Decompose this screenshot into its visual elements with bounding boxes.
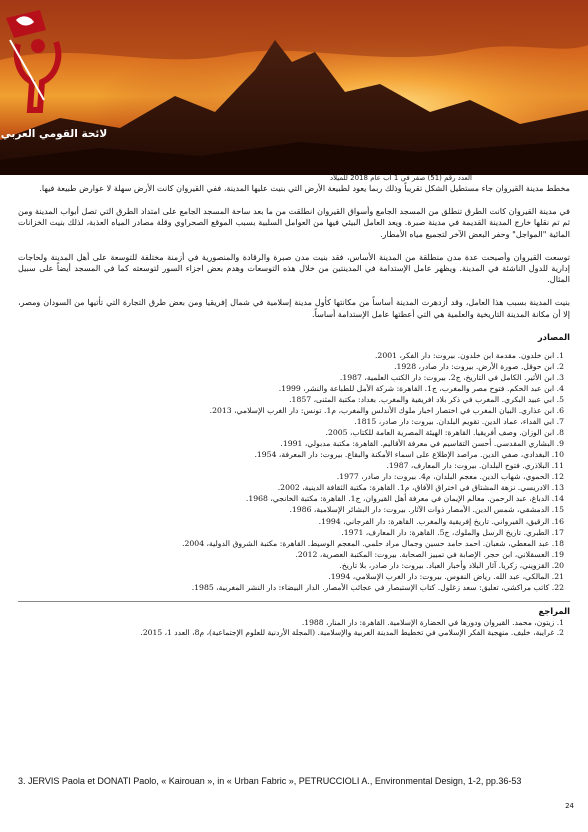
- article-body: [18, 183, 570, 639]
- source-item: 6. ابن عذاري. البيان المغرب في اختصار اخبار ملوك الأندلس والمغرب، م1. تونس: دار الغرب الإسلامي، 2013.: [209, 406, 564, 416]
- source-item: 9. البشاري المقدسي. أحسن التقاسيم في معرفة الأقاليم. القاهرة: مكتبة مدبولي، 1991.: [280, 439, 564, 449]
- source-item: 17. الطبري. تاريخ الرسل والملوك، ج5. القاهرة: دار المعارف، 1971.: [341, 527, 564, 537]
- mountain-landscape-image: [0, 0, 588, 175]
- paragraph-4: بنيت المدينة بسبب هذا العامل، وقد أزدهرت المدينة أساساً من مكانتها كأول مدينة إسلامية في شمال إفريقيا ومن بعض طرق التجارة التي تأتيها من السودان ومصر، إلا أن مكانة المدينة التاريخية والعلمية هي التي أعطتها عامل الإستدامة أساساً.: [18, 297, 570, 319]
- latin-reference: 3. JERVIS Paola et DONATI Paolo, « Kairouan », in « Urban Fabric », PETRUCCIOLI A., Environmental Design, 1-2, pp.36-53: [18, 776, 522, 786]
- source-item: 20. القزويني، زكريا. آثار البلاد وأخبار العباد. بيروت: دار صادر، بلا تاريخ.: [339, 560, 564, 570]
- source-item: 1. ابن خلدون. مقدمة ابن خلدون. بيروت: دار الفكر، 2001.: [374, 350, 564, 360]
- source-item: 5. ابي عبيد البكري. المغرب في ذكر بلاد افريقية والمغرب. بغداد: مكتبة المثنى، 1857.: [289, 395, 564, 405]
- paragraph-3: توسعت القيروان وأصبحت عدة مدن منطلقة من المدينة الأساس، فقد بنيت مدن صبرة والرقادة والمنصورية في أزمنة مختلفة للتوسعة على أهل المدينة ولحاجات إدارية للدول الناشئة في المدينة. ويظهر عامل الإستدامة في المدينتين من خلال هذه التوسعات وهدم بعض اجزاء السور لتوسعته كما في المسجد أيضاً على سبيل المثال.: [18, 251, 570, 285]
- source-item: 4. ابن عبد الحكم. فتوح مصر والمغرب، ج1. القاهرة: شركة الأمل للطباعة والنشر، 1999.: [278, 383, 564, 393]
- source-item: 16. الرقيق، القيرواني. تاريخ إفريقية والمغرب. القاهرة: دار الفرجاني، 1994.: [318, 516, 564, 526]
- source-item: 8. ابن الوزان. وصف أفريقيا. القاهرة: الهيئة المصرية العامة للكتاب، 2005.: [325, 428, 564, 438]
- logo-emblem-icon: [0, 0, 82, 120]
- issue-line: العدد رقم (51) صفر في 1 أب عام 2018 للميلاد: [330, 174, 472, 182]
- reference-item: 2. غرايبة، خليف. منهجية الفكر الإسلامي في تخطيط المدينة العربية والإسلامية. (المجلة الأردنية للعلوم الإجتماعية)، م8، العدد 1، 2015.: [140, 628, 564, 638]
- sources-heading: المصادر: [537, 331, 570, 342]
- logo-text: لائحة القومي العربي: [0, 128, 108, 140]
- page-number: 24: [565, 802, 574, 810]
- source-item: 21. المالكي، عبد الله. رياض النفوس. بيروت: دار الغرب الإسلامي، 1994.: [328, 571, 564, 581]
- header-banner: [0, 0, 588, 175]
- divider: [18, 601, 570, 602]
- source-item: 18. عبد المعطي، شعبان. احمد حامد حسين وجمال مراد حلمي. المعجم الوسيط. القاهرة: مكتبة الشروق الدولية، 2004.: [182, 538, 564, 548]
- source-item: 7. ابي الفداء، عماد الدين. تقويم البلدان. بيروت: دار صادر، 1815.: [354, 417, 564, 427]
- references-heading: المراجع: [538, 605, 570, 616]
- sources-list: [18, 350, 570, 593]
- references-list: [18, 618, 570, 639]
- paragraph-1: مخطط مدينة القيروان جاء مستطيل الشكل تقريباً وذلك ربما يعود لطبيعة الأرض التي بنيت عليها المدينة، ففي القيروان كانت الأرض سهلة لا عوارض طبيعة فيها.: [39, 183, 570, 193]
- source-item: 22. كاتب مراكشي، تعليق: سعد زغلول. كتاب الإستبصار في عجائب الأمصار. الدار البيضاء: دار النشر المغربية، 1985.: [191, 582, 564, 592]
- source-item: 10. البغدادي، صفي الدين. مراصد الإطلاع على اسماء الأمكنة والبقاع. بيروت: دار المعرفة، 1954.: [254, 450, 564, 460]
- paragraph-2: في مدينة القيروان كانت الطرق تنطلق من المسجد الجامع وأسواق القيروان انطلقت من ما بعد ساحة المسجد الجامع على امتداد الطرق التي تصل أبواب المدينة ومن ثم تم نقلها خارج المدينة القديمة في مدينة صبرة. ويعد العامل البيئي فيها من العوامل السلبية بسبب الموقع الصحراوي وقلة مصادر المياه العذبة، لذلك بنيت الخزانات المائية "المواجل" وحفر البعض الآخر لتجميع مياه الأمطار.: [18, 206, 570, 239]
- source-item: 14. الدباغ، عبد الرحمن. معالم الإيمان في معرفة أهل القيروان، ج1. القاهرة: مكتبة الخانجي، 1968.: [245, 494, 564, 504]
- source-item: 3. ابن الأثير. الكامل في التاريخ، ج2. بيروت: دار الكتب العلمية، 1987.: [339, 372, 564, 382]
- source-item: 19. العسقلاني، ابن حجر. الإصابة في تمييز الصحابة. بيروت: المكتبة العصرية، 2012.: [295, 549, 564, 559]
- source-item: 15. الدمشقي، شمس الدين. الأمصار ذوات الآثار. بيروت: دار البشائر الإسلامية، 1986.: [289, 505, 564, 515]
- reference-item: 1. زيتون، محمد. القيروان ودورها في الحضارة الإسلامية. القاهرة: دار المنار، 1988.: [301, 617, 564, 627]
- source-item: 11. البلاذري. فتوح البلدان. بيروت: دار المعارف، 1987.: [386, 461, 564, 471]
- source-item: 13. الادريسي. نزهة المشتاق في اختراق الآفاق، م1. القاهرة: مكتبة الثقافة الدينية، 2002.: [277, 483, 564, 493]
- source-item: 2. ابن حوقل. صورة الأرض. بيروت: دار صادر، 1928.: [394, 361, 564, 371]
- source-item: 12. الحموي، شهاب الدين. معجم البلدان، م4. بيروت: دار صادر، 1977.: [336, 472, 564, 482]
